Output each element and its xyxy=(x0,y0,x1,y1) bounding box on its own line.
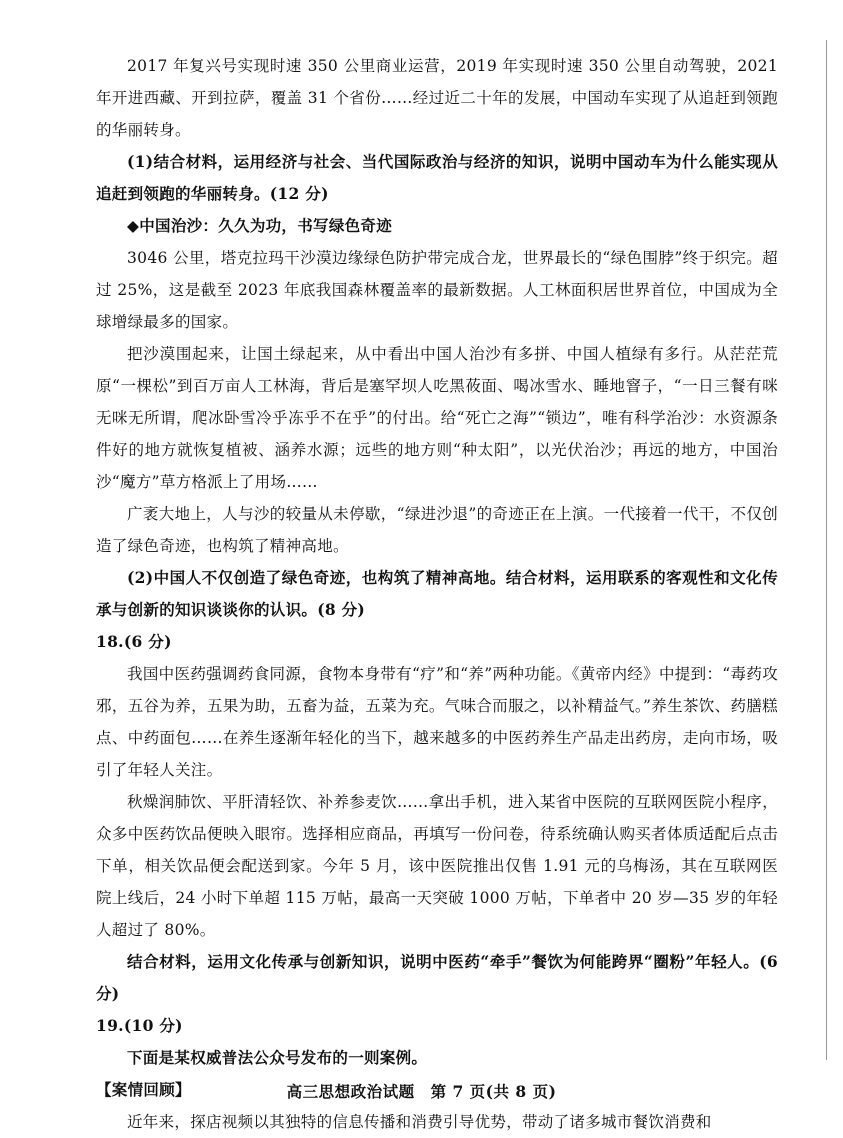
material-paragraph: 3046 公里，塔克拉玛干沙漠边缘绿色防护带完成合龙，世界最长的“绿色围脖”终于织完。超过 25%，这是截至 2023 年底我国森林覆盖率的最新数据。人工林面积居世界首位，中国成为全球增绿最多的国家。 xyxy=(96,249,778,331)
question-1: (1)结合材料，运用经济与社会、当代国际政治与经济的知识，说明中国动车为什么能实现从追赶到领跑的华丽转身。(12 分) xyxy=(96,152,778,203)
section-heading: ◆中国治沙：久久为功，书写绿色奇迹 xyxy=(127,216,393,235)
page-footer: 高三思想政治试题 第 7 页(共 8 页) xyxy=(286,1082,557,1101)
question-number-18: 18.(6 分) xyxy=(96,632,172,651)
material-paragraph: 近年来，探店视频以其独特的信息传播和消费引导优势，带动了诸多城市餐饮消费和 xyxy=(127,1113,712,1131)
question-2: (2)中国人不仅创造了绿色奇迹，也构筑了精神高地。结合材料，运用联系的客观性和文化传承与创新的知识谈谈你的认识。(8 分) xyxy=(96,568,778,619)
material-paragraph: 广袤大地上，人与沙的较量从未停歇，“绿进沙退”的奇迹正在上演。一代接着一代干，不仅创造了绿色奇迹，也构筑了精神高地。 xyxy=(96,505,778,555)
case-review-heading: 【案情回顾】 xyxy=(96,1080,191,1099)
material-paragraph: 我国中医药强调药食同源，食物本身带有“疗”和“养”两种功能。《黄帝内经》中提到：“毒药攻邪，五谷为养，五果为助，五畜为益，五菜为充。气味合而服之，以补精益气。”养生茶饮、药膳糕点、中药面包……在养生逐渐年轻化的当下，越来越多的中医药养生产品走出药房，走向市场，吸引了年轻人关注。 xyxy=(96,665,778,779)
question-18-prompt: 结合材料，运用文化传承与创新知识，说明中医药“牵手”餐饮为何能跨界“圈粉”年轻人。(6 分) xyxy=(96,952,778,1003)
material-paragraph: 把沙漠围起来，让国土绿起来，从中看出中国人治沙有多拼、中国人植绿有多行。从茫茫荒原“一棵松”到百万亩人工林海，背后是塞罕坝人吃黑莜面、喝冰雪水、睡地窨子，“一日三餐有咪无咪无所谓，爬冰卧雪冷乎冻乎不在乎”的付出。给“死亡之海”“锁边”，唯有科学治沙：水资源条件好的地方就恢复植被、涵养水源；远些的地方则“种太阳”，以光伏治沙；再远的地方，中国治沙“魔方”草方格派上了用场…… xyxy=(96,345,778,491)
question-19-intro: 下面是某权威普法公众号发布的一则案例。 xyxy=(127,1048,428,1067)
material-paragraph: 秋燥润肺饮、平肝清轻饮、补养参麦饮……拿出手机，进入某省中医院的互联网医院小程序，众多中医药饮品便映入眼帘。选择相应商品，再填写一份问卷，待系统确认购买者体质适配后点击下单，相关饮品便会配送到家。今年 5 月，该中医院推出仅售 1.91 元的乌梅汤，其在互联网医院上线后，24 小时下单超 115 万帖，最高一天突破 1000 万帖，下单者中 20 岁—35 岁的年轻人超过了 80%。 xyxy=(96,793,778,939)
question-number-19: 19.(10 分) xyxy=(96,1016,183,1035)
margin-rule xyxy=(826,40,827,1060)
page-content xyxy=(96,50,778,1138)
material-paragraph: 2017 年复兴号实现时速 350 公里商业运营，2019 年实现时速 350 公里自动驾驶，2021 年开进西藏、开到拉萨，覆盖 31 个省份……经过近二十年的发展，中国动车实现了从追赶到领跑的华丽转身。 xyxy=(96,57,778,139)
